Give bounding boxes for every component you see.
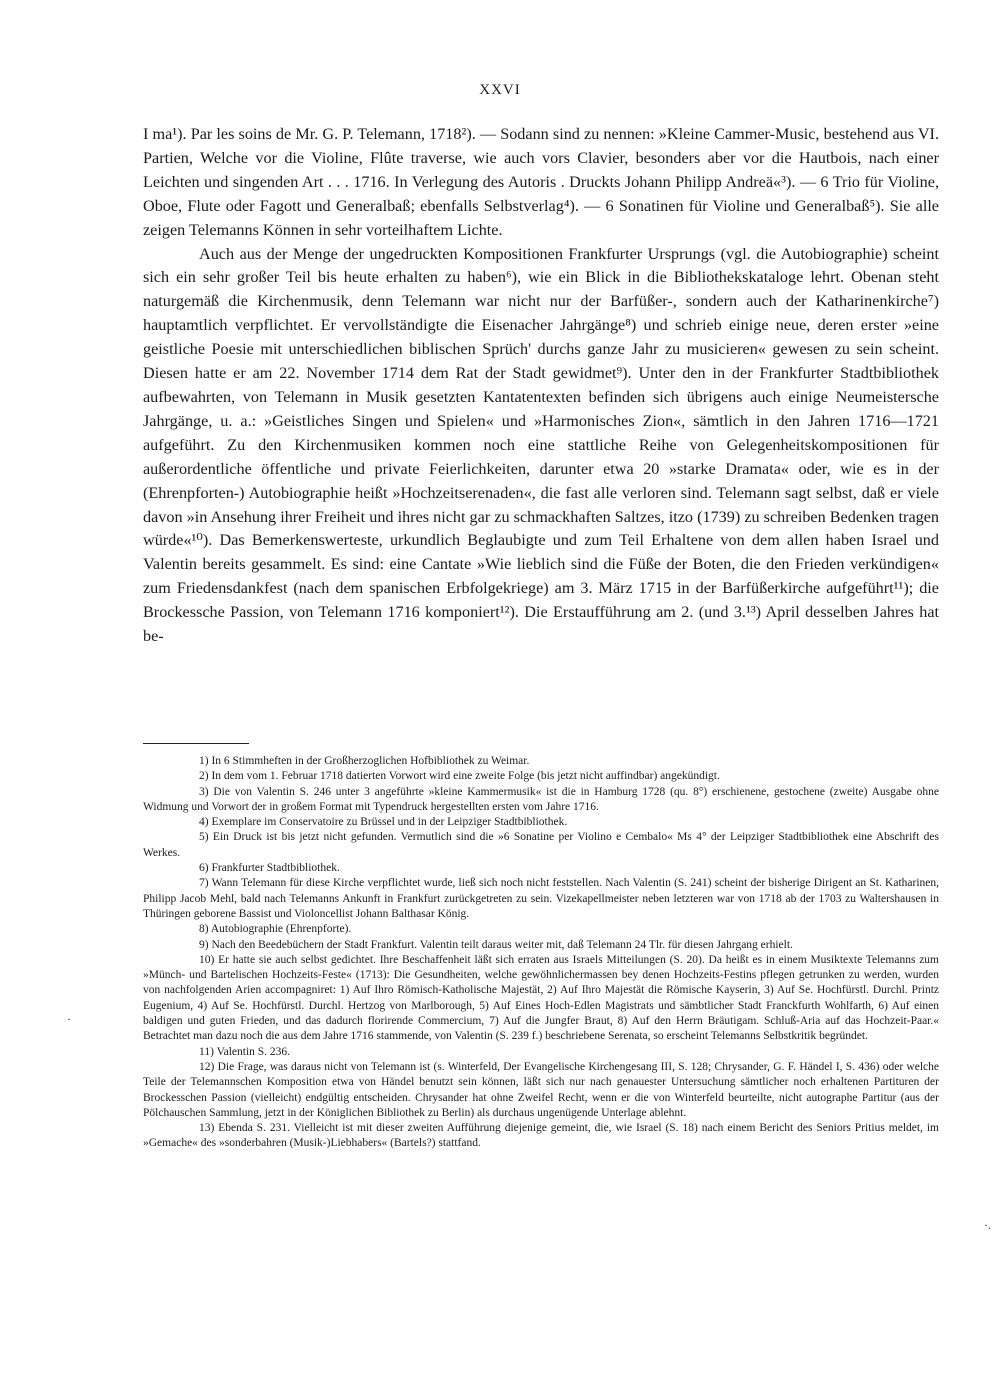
footnote: 5) Ein Druck ist bis jetzt nicht gefunden. Vermutlich sind die »6 Sonatine per Violino e Cembalo« Ms 4° der Leipziger Stadtbibliothek eine Abschrift des Werkes. (143, 831, 939, 859)
footnote: 2) In dem vom 1. Februar 1718 datierten Vorwort wird eine zweite Folge (bis jetzt nicht auffindbar) angekündigt. (199, 770, 720, 783)
margin-mark-left: · (67, 1012, 71, 1026)
footnotes (143, 754, 939, 1152)
footnote: 1) In 6 Stimmheften in der Großherzoglichen Hofbibliothek zu Weimar. (199, 755, 530, 767)
footnote: 11) Valentin S. 236. (199, 1045, 291, 1058)
footnote: 13) Ebenda S. 231. Vielleicht ist mit dieser zweiten Aufführung diejenige gemeint, die, wie Israel (S. 18) nach einem Bericht des Seniors Pritius meldet, im »Gemache« des »sonderbahren (Musik-)Liebhabers« (Bartels?) stattfand. (143, 1122, 939, 1150)
main-text (143, 123, 939, 649)
margin-mark-right: ·. (984, 1218, 991, 1232)
footnote: 6) Frankfurter Stadtbibliothek. (199, 862, 340, 875)
footnote: 3) Die von Valentin S. 246 unter 3 angeführte »kleine Kammermusik« ist die in Hamburg 1728 (qu. 8°) erschienene, gestochene (zweite) Ausgabe ohne Widmung und Vorwort der in großem Format mit Typendruck hergestellten ersten vom Jahre 1716. (143, 785, 939, 813)
footnote: 8) Autobiographie (Ehrenpforte). (199, 923, 352, 936)
footnote-separator (143, 743, 249, 744)
footnote: 4) Exemplare im Conservatoire zu Brüssel und in der Leipziger Stadtbibliothek. (199, 816, 568, 829)
paragraph: I ma¹). Par les soins de Mr. G. P. Telemann, 1718²). — Sodann sind zu nennen: »Kleine Cammer-Music, bestehend aus VI. Partien, Welche vor die Violine, Flûte traverse, wie auch vors Clavier, besonders aber vor die Hautbois, nach einer Leichten und singenden Art . . . 1716. In Verlegung des Autoris . Druckts Johann Philipp Andreä«³). — 6 Trio für Violine, Oboe, Flute oder Fagott und Generalbaß; ebenfalls Selbstverlag⁴). — 6 Sonatinen für Violine und Generalbaß⁵). Sie alle zeigen Telemanns Können in sehr vorteilhaftem Lichte. (143, 125, 939, 239)
footnote: 9) Nach den Beedebüchern der Stadt Frankfurt. Valentin teilt daraus weiter mit, daß Telemann 24 Tlr. für diesen Jahrgang erhielt. (199, 938, 793, 951)
footnote: 10) Er hatte sie auch selbst gedichtet. Ihre Beschaffenheit läßt sich erraten aus Israels Mitteilungen (S. 20). Da heißt es in einem Musiktexte Telemanns zum »Münch- und Bartelischen Hochzeits-Feste« (1713): Die Gesundheiten, welche gewöhnlichermassen bey denen Hochzeits-Festins pflegen getrunken zu werden, wurden von nachfolgenden Arien accompagniret: 1) Auf Ihro Römisch-Katholische Majestät, 2) Auf Ihro Majestät die Römische Kayserin, 3) Auf Se. Hochfürstl. Durchl. Printz Eugenium, 4) Auf Se. Hochfürstl. Durchl. Hertzog von Marlborough, 5) Auf Eines Hoch-Edlen Magistrats und sämbtlicher Stadt Franckfurth Wohlfarth, 6) Auf einen baldigen und guten Frieden, und das dadurch florirende Commercium, 7) Auf die Jungfer Braut, 8) Auf den Herrn Bräutigam. Schluß-Aria auf das Hochzeit-Paar.« Betrachtet man dazu noch die aus dem Jahre 1716 stammende, von Valentin (S. 239 f.) beschriebene Serenata, so erscheint Telemanns Selbstkritik begründet. (143, 953, 939, 1043)
footnote: 7) Wann Telemann für diese Kirche verpflichtet wurde, ließ sich noch nicht feststellen. Nach Valentin (S. 241) scheint der bisherige Dirigent an St. Katharinen, Philipp Jacob Mehl, bald nach Telemanns Ankunft in Frankfurt zurückgetreten zu sein. Vizekapellmeister neben letzteren war von 1718 ab der 1703 zu Waltershausen in Thüringen geborene Bassist und Violoncellist Johann Balthasar König. (143, 877, 939, 920)
page-number: XXVI (479, 82, 521, 98)
footnote: 12) Die Frage, was daraus nicht von Telemann ist (s. Winterfeld, Der Evangelische Kirchengesang III, S. 128; Chrysander, G. F. Händel I, S. 436) oder welche Teile der Telemannschen Komposition etwa von Händel benutzt sein können, läßt sich nur nach genauester Untersuchung sämtlicher noch erhaltenen Partituren der Brockesschen Passion (vielleicht) endgültig entscheiden. Chrysander hat ohne Zweifel Recht, wenn er die von Winterfeld beurteilte, nicht autographe Partitur (aus der Pölchauschen Sammlung, jetzt in der Königlichen Bibliothek zu Berlin) als durchaus ungenügende Unterlage ablehnt. (143, 1060, 939, 1119)
paragraph: Auch aus der Menge der ungedruckten Kompositionen Frankfurter Ursprungs (vgl. die Autobiographie) scheint sich ein sehr großer Teil bis heute erhalten zu haben⁶), wie ein Blick in die Bibliothekskataloge lehrt. Obenan steht naturgemäß die Kirchenmusik, denn Telemann war nicht nur der Barfüßer-, sondern auch der Katharinenkirche⁷) hauptamtlich verpflichtet. Er vervollständigte die Eisenacher Jahrgänge⁸) und schrieb einige neue, deren erster »eine geistliche Poesie mit unterschiedlichen biblischen Sprüch' durchs ganze Jahr zu musicieren« gewesen zu sein scheint. Diesen hatte er am 22. November 1714 dem Rat der Stadt gewidmet⁹). Unter den in der Frankfurter Stadtbibliothek aufbewahrten, von Telemann in Musik gesetzten Kantatentexten befinden sich übrigens auch einige Neumeistersche Jahrgänge, u. a.: »Geistliches Singen und Spielen« und »Harmonisches Zion«, sämtlich in den Jahren 1716—1721 aufgeführt. Zu den Kirchenmusiken kommen noch eine stattliche Reihe von Gelegenheitskompositionen für außerordentliche öffentliche und private Feierlichkeiten, darunter etwa 20 »starke Dramata« oder, wie es in der (Ehrenpforten-) Autobiographie heißt »Hochzeitserenaden«, die fast alle verloren sind. Telemann sagt selbst, daß er viele davon »in Ansehung ihrer Freiheit und ihres nicht gar zu schmackhaften Saltzes, itzo (1739) zu schreiben Bedenken tragen würde«¹⁰). Das Bemerkenswerteste, urkundlich Beglaubigte und zum Teil Erhaltene von dem allen haben Israel und Valentin bereits gesammelt. Es sind: eine Cantate »Wie lieblich sind die Füße der Boten, die den Frieden verkündigen« zum Friedensdankfest (nach dem spanischen Erbfolgekriege) am 3. März 1715 in der Barfüßerkirche aufgeführt¹¹); die Brockessche Passion, von Telemann 1716 komponiert¹²). Die Erstaufführung am 2. (und 3.¹³) April desselben Jahres hat be- (143, 244, 939, 646)
